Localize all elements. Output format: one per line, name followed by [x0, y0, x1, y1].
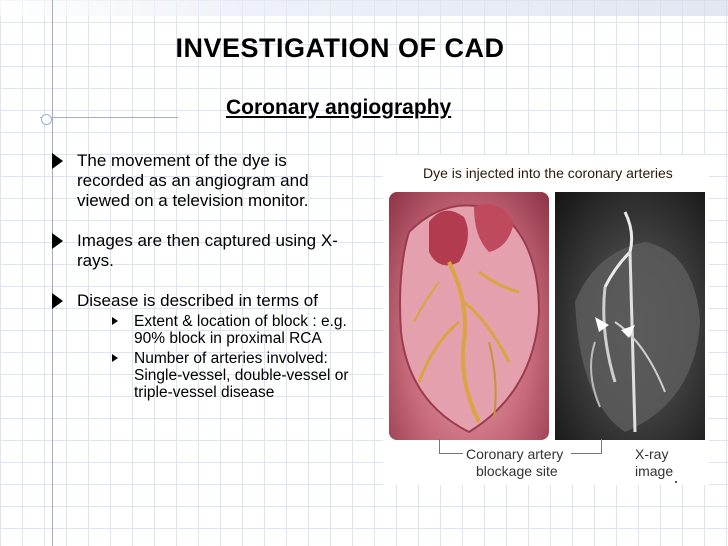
bullet-list [52, 151, 352, 404]
bullet-text: The movement of the dye is recorded as an angiogram and viewed on a television monitor. [77, 151, 309, 210]
figure-caption: Dye is injected into the coronary arteries [423, 165, 673, 181]
bullet-text: Images are then captured using X-rays. [77, 231, 338, 270]
xray-drawing [555, 192, 705, 440]
decorative-dot [675, 481, 677, 483]
arrow-bullet-icon [52, 293, 63, 309]
leader-line [439, 439, 440, 453]
slide-top-band [0, 0, 728, 16]
arrow-bullet-icon [52, 233, 63, 249]
leader-line [571, 453, 601, 454]
bullet-item [52, 231, 352, 271]
slide-title: INVESTIGATION OF CAD [175, 33, 505, 63]
sub-bullet-text: Extent & location of block : e.g. 90% block in proximal RCA [134, 313, 347, 347]
decorative-circle [41, 114, 52, 125]
arrow-bullet-icon [52, 153, 63, 169]
blockage-site-label [466, 446, 563, 480]
slide-subtitle: Coronary angiography [226, 96, 452, 119]
xray-image-label: X-ray image [635, 446, 674, 479]
sub-bullet-item [107, 350, 352, 401]
label-line: Coronary artery [466, 446, 564, 462]
bullet-item [52, 151, 352, 211]
angiography-figure [383, 155, 709, 485]
heart-drawing [389, 192, 549, 440]
decorative-horizontal-rule [40, 117, 178, 118]
sub-bullet-list [77, 313, 352, 401]
bullet-item [52, 291, 352, 401]
leader-line [439, 453, 463, 454]
xray-image [555, 192, 705, 440]
small-arrow-bullet-icon [112, 317, 118, 325]
bullet-text: Disease is described in terms of [77, 291, 318, 310]
sub-bullet-item [107, 313, 352, 347]
label-line: blockage site [476, 463, 558, 479]
small-arrow-bullet-icon [112, 354, 118, 362]
sub-bullet-text: Number of arteries involved: Single-vessel, double-vessel or triple-vessel disease [134, 350, 349, 401]
heart-illustration [389, 192, 549, 440]
leader-line [601, 439, 602, 454]
